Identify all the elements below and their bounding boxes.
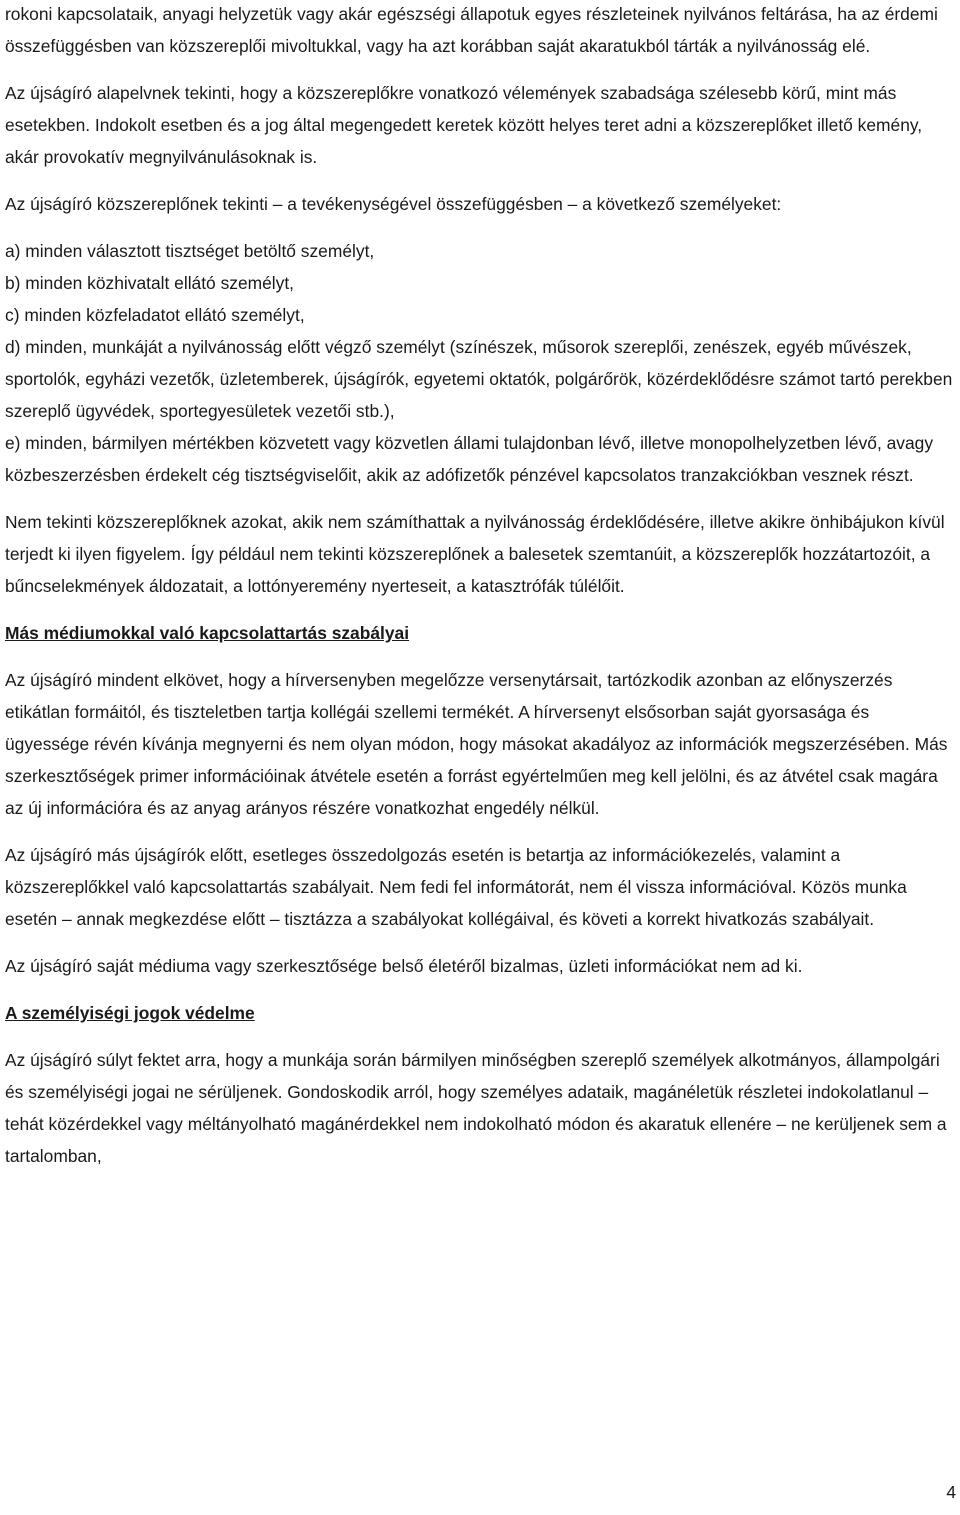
paragraph-personal-rights: Az újságíró súlyt fektet arra, hogy a munkája során bármilyen minőségben szereplő személyek alkotmányos, állampolgári és személyiségi jogai ne sérüljenek. Gondoskodik arról, hogy személyes adataik, magánéletük részletei indokolatlanul – tehát közérdekkel vagy méltányolható magánérdekkel nem indokolható módon és akaratuk ellenére – ne kerüljenek sem a tartalomban, bbox=[5, 1050, 947, 1166]
paragraph-public-figure-definition: Az újságíró közszereplőnek tekinti – a tevékenységével összefüggésben – a következő személyeket: bbox=[5, 194, 782, 214]
page-number: 4 bbox=[946, 1482, 956, 1502]
public-figure-list bbox=[5, 235, 955, 491]
list-item: d) minden, munkáját a nyilvánosság előtt végző személyt (színészek, műsorok szereplői, zenészek, egyéb művészek, sportolók, egyházi vezetők, üzletemberek, újságírók, egyetemi oktatók, polgárőrök, közérdeklődésre számot tartó perekben szereplő ügyvédek, sportegyesületek vezetői stb.), bbox=[5, 337, 953, 421]
list-item: e) minden, bármilyen mértékben közvetett vagy közvetlen állami tulajdonban lévő, illetve monopolhelyzetben lévő, avagy közbeszerzésben érdekelt cég tisztségviselőit, akik az adófizetők pénzével kapcsolatos tranzakciókban vesznek részt. bbox=[5, 433, 934, 485]
paragraph-news-competition: Az újságíró mindent elkövet, hogy a hírversenyben megelőzze versenytársait, tartózkodik azonban az előnyszerzés etikátlan formáitól, és tiszteletben tartja kollégái szellemi termékét. A hírversenyt elsősorban saját gyorsasága és ügyessége révén kívánja megnyerni és nem olyan módon, hogy másokat akadályoz az információk megszerzésében. Más szerkesztőségek primer információinak átvétele esetén a forrást egyértelműen meg kell jelölni, és az átvétel csak magára az új információra és az anyag arányos részére vonatkozhat engedély nélkül. bbox=[5, 670, 948, 818]
list-item: c) minden közfeladatot ellátó személyt, bbox=[5, 305, 305, 325]
paragraph-confidential-info: Az újságíró saját médiuma vagy szerkesztősége belső életéről bizalmas, üzleti információkat nem ad ki. bbox=[5, 956, 803, 976]
section-heading-personal-rights: A személyiségi jogok védelme bbox=[5, 1003, 255, 1023]
paragraph-freedom-of-opinion: Az újságíró alapelvnek tekinti, hogy a közszereplőkre vonatkozó vélemények szabadsága szélesebb körű, mint más esetekben. Indokolt esetben és a jog által megengedett keretek között helyes teret adni a közszereplőket illető kemény, akár provokatív megnyilvánulásoknak is. bbox=[5, 83, 923, 167]
paragraph-collaboration-rules: Az újságíró más újságírók előtt, esetleges összedolgozás esetén is betartja az információkezelés, valamint a közszereplőkkel való kapcsolattartás szabályait. Nem fedi fel informátorát, nem él vissza információval. Közös munka esetén – annak megkezdése előtt – tisztázza a szabályokat kollégáival, és követi a korrekt hivatkozás szabályait. bbox=[5, 845, 907, 929]
paragraph-public-figures-privacy: rokoni kapcsolataik, anyagi helyzetük vagy akár egészségi állapotuk egyes részleteinek nyilvános feltárása, ha az érdemi összefüggésben van közszereplői mivoltukkal, vagy ha azt korábban saját akaratukból tárták a nyilvánosság elé. bbox=[5, 4, 938, 56]
document-page bbox=[5, 0, 955, 1187]
list-item: b) minden közhivatalt ellátó személyt, bbox=[5, 273, 295, 293]
section-heading-media-relations: Más médiumokkal való kapcsolattartás szabályai bbox=[5, 623, 410, 643]
paragraph-non-public-figures: Nem tekinti közszereplőknek azokat, akik nem számíthattak a nyilvánosság érdeklődésére, illetve akikre önhibájukon kívül terjedt ki ilyen figyelem. Így például nem tekinti közszereplőnek a balesetek szemtanúit, a közszereplők hozzátartozóit, a bűncselekmények áldozatait, a lottónyeremény nyerteseit, a katasztrófák túlélőit. bbox=[5, 512, 945, 596]
list-item: a) minden választott tisztséget betöltő személyt, bbox=[5, 241, 375, 261]
